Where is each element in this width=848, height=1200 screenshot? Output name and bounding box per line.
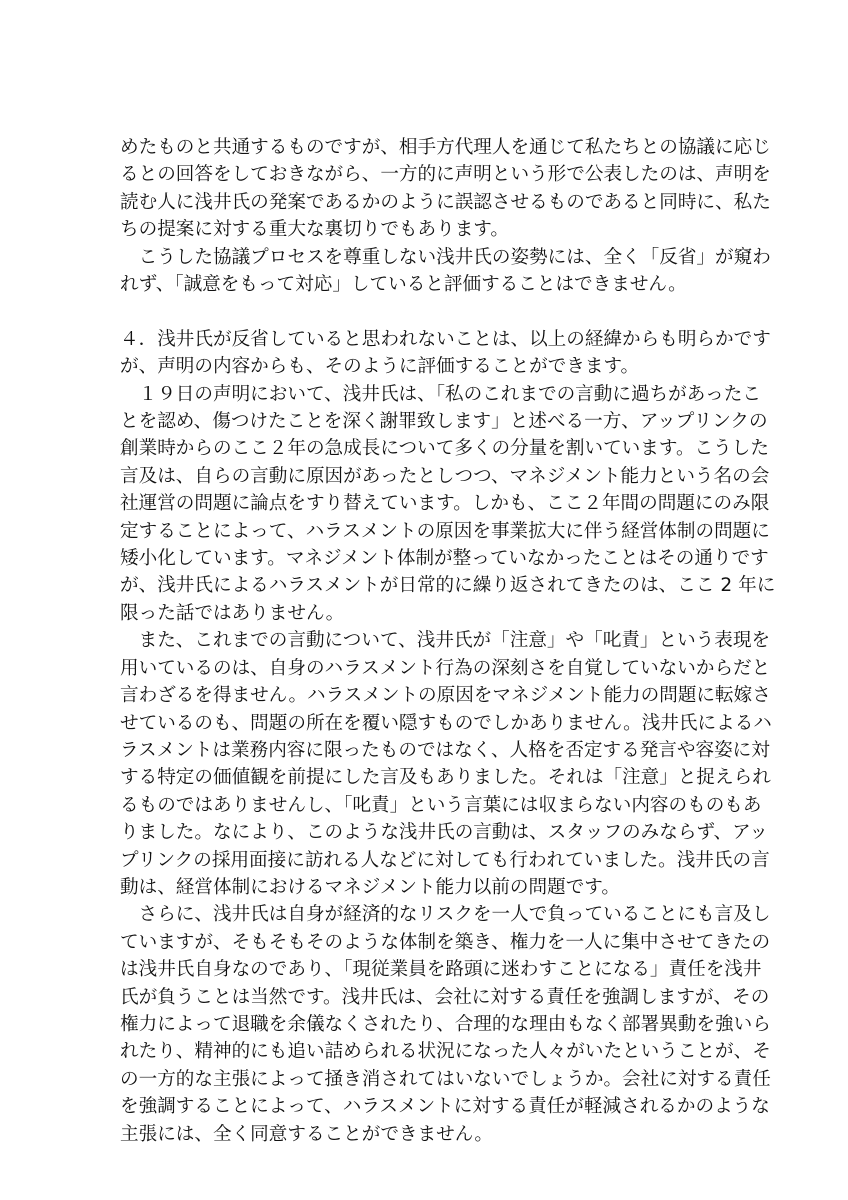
document-page	[120, 134, 776, 1148]
text-line: るものではありませんし、「叱責」という言葉には収まらない内容のものもあ	[120, 794, 762, 816]
text-line: を強調することによって、ハラスメントに対する責任が軽減されるかのような	[120, 1096, 770, 1118]
text-line: 言及は、自らの言動に原因があったとしつつ、マネジメント能力という名の会	[120, 465, 770, 487]
text-line: 読む人に浅井氏の発案であるかのように誤認させるものであると同時に、私た	[120, 191, 771, 213]
text-line: 矮小化しています。マネジメント体制が整っていなかったことはその通りです	[120, 548, 769, 570]
text-line: 氏が負うことは当然です。浅井氏は、会社に対する責任を強調しますが、その	[120, 986, 770, 1008]
text-line: めたものと共通するものですが、相手方代理人を通じて私たちとの協議に応じ	[120, 137, 771, 158]
paragraph	[120, 627, 772, 901]
text-line: が、声明の内容からも、そのように評価することができます。	[120, 356, 640, 378]
paragraph	[120, 901, 771, 1148]
text-line: ちの提案に対する重大な裏切りでもあります。	[120, 219, 509, 241]
text-line: 社運営の問題に論点をすり替えています。しかも、ここ２年間の問題にのみ限	[120, 493, 770, 515]
text-line: ４．浅井氏が反省していると思われないことは、以上の経緯からも明らかです	[120, 328, 771, 350]
text-line: こうした協議プロセスを尊重しない浅井氏の姿勢には、全く「反省」が窺わ	[120, 246, 771, 268]
text-line: １９日の声明において、浅井氏は、「私のこれまでの言動に過ちがあったこ	[120, 383, 761, 405]
text-line: が、浅井氏によるハラスメントが日常的に繰り返されてきたのは、ここ 2 年に	[120, 575, 776, 597]
text-line: さらに、浅井氏は自身が経済的なリスクを一人で負っていることにも言及し	[120, 904, 771, 926]
text-line: ラスメントは業務内容に限ったものではなく、人格を否定する発言や容姿に対	[120, 739, 770, 761]
text-line: るとの回答をしておきながら、一方的に声明という形で公表したのは、声明を	[120, 164, 771, 186]
paragraph	[120, 381, 776, 628]
paragraph	[120, 134, 771, 244]
text-line: 限った話ではありません。	[120, 602, 345, 624]
text-line: れず、「誠意をもって対応」していると評価することはできません。	[120, 274, 687, 296]
text-line: 創業時からのここ２年の急成長について多くの分量を割いています。こうした	[120, 438, 769, 460]
text-line: は浅井氏自身なのであり、「現従業員を路頭に迷わすことになる」責任を浅井	[120, 959, 762, 981]
text-line: せているのも、問題の所在を覆い隠すものでしかありません。浅井氏によるハ	[120, 712, 772, 734]
text-line: れたり、精神的にも追い詰められる状況になった人々がいたということが、そ	[120, 1041, 771, 1063]
paragraph-gap	[120, 298, 740, 325]
paragraph	[120, 244, 771, 299]
text-line: 権力によって退職を余儀なくされたり、合理的な理由もなく部署異動を強いら	[120, 1013, 771, 1035]
text-line: 主張には、全く同意することができません。	[120, 1123, 493, 1145]
text-line: の一方的な主張によって掻き消されてはいないでしょうか。会社に対する責任	[120, 1068, 771, 1090]
text-line: プリンクの採用面接に訪れる人などに対しても行われていました。浅井氏の言	[120, 849, 770, 871]
text-line: ていますが、そもそもそのような体制を築き、権力を一人に集中させてきたの	[120, 931, 771, 953]
text-line: する特定の価値観を前提にした言及もありました。それは「注意」と捉えられ	[120, 767, 771, 789]
text-line: 用いているのは、自身のハラスメント行為の深刻さを自覚していないからだと	[120, 657, 771, 679]
text-line: 動は、経営体制におけるマネジメント能力以前の問題です。	[120, 876, 620, 898]
text-line: りました。なにより、このような浅井氏の言動は、スタッフのみならず、アッ	[120, 822, 768, 844]
text-line: また、これまでの言動について、浅井氏が「注意」や「叱責」という表現を	[120, 630, 771, 652]
section-heading-paragraph	[120, 326, 771, 381]
text-line: 言わざるを得ません。ハラスメントの原因をマネジメント能力の問題に転嫁さ	[120, 685, 771, 707]
text-line: とを認め、傷つけたことを深く謝罪致します」と述べる一方、アップリンクの	[120, 411, 768, 433]
text-line: 定することによって、ハラスメントの原因を事業拡大に伴う経営体制の問題に	[120, 520, 770, 542]
